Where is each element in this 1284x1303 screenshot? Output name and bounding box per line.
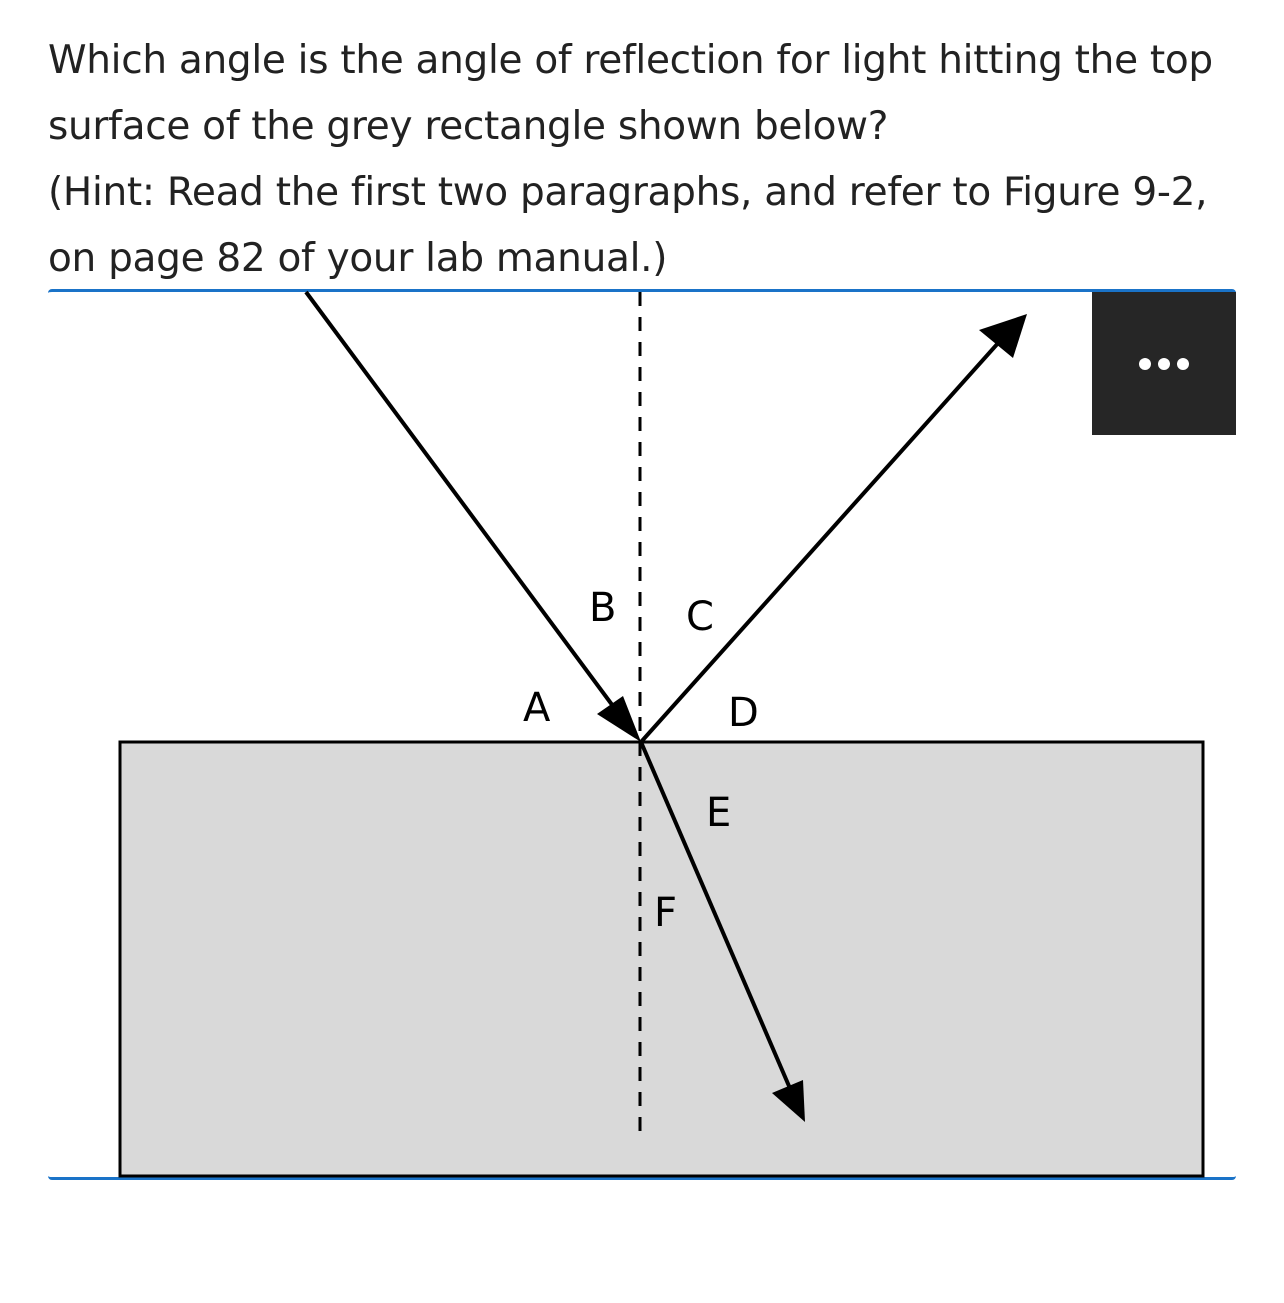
reflected-ray	[641, 332, 1008, 742]
question-line-1: Which angle is the angle of reflection for light hitting the top	[48, 38, 1213, 83]
label-b: B	[589, 585, 617, 631]
more-horizontal-icon	[1158, 358, 1170, 370]
hint-line-1: (Hint: Read the first two paragraphs, and refer to Figure 9-2,	[48, 170, 1208, 215]
reflected-ray-arrowhead	[979, 314, 1027, 358]
label-d: D	[728, 690, 759, 736]
label-e: E	[706, 790, 732, 836]
incident-ray-arrowhead	[597, 696, 641, 742]
hint-line-2: on page 82 of your lab manual.)	[48, 236, 668, 281]
label-f: F	[654, 890, 678, 936]
question-line-2: surface of the grey rectangle shown below?	[48, 104, 889, 149]
incident-ray	[306, 292, 630, 729]
grey-rectangle	[120, 742, 1203, 1176]
more-horizontal-icon	[1139, 358, 1151, 370]
more-horizontal-icon	[1177, 358, 1189, 370]
label-a: A	[523, 685, 551, 731]
more-options-button[interactable]	[1092, 292, 1236, 435]
label-c: C	[686, 594, 714, 640]
